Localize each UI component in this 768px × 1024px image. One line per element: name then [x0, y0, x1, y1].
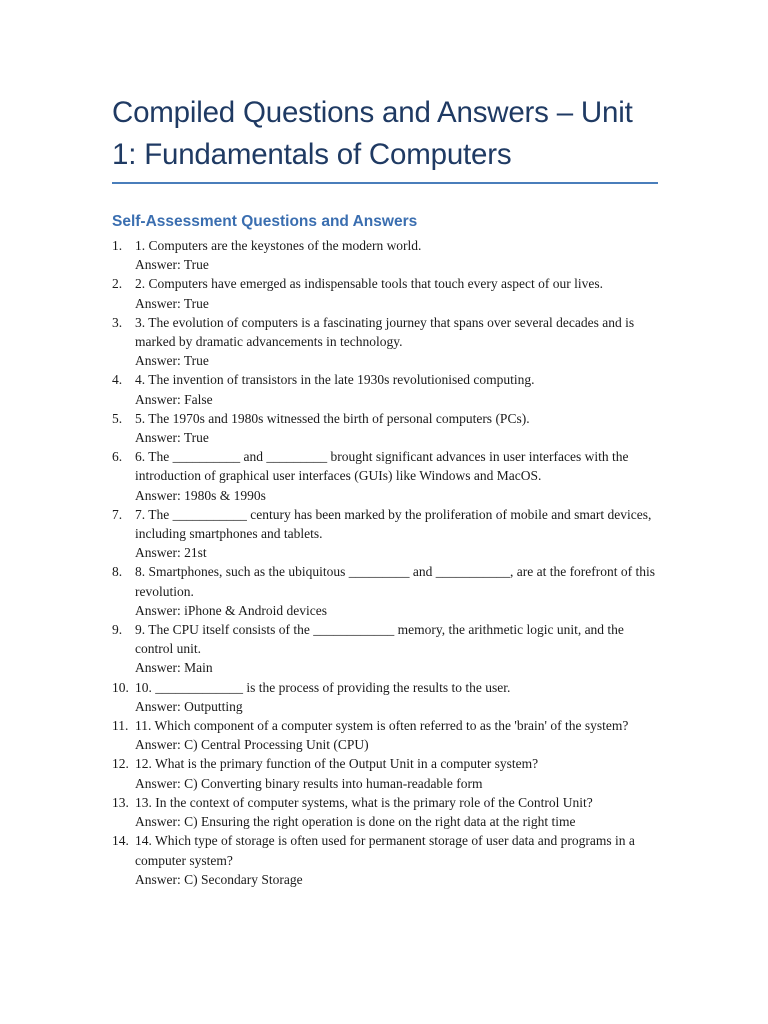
question-item — [112, 793, 658, 831]
question-number: 10. — [112, 679, 129, 695]
answer-text: Answer: Outputting — [135, 698, 243, 714]
question-text: 9. The CPU itself consists of the ____________ memory, the arithmetic logic unit, and the control unit. — [135, 622, 624, 657]
question-item — [112, 620, 658, 678]
question-item — [112, 236, 658, 274]
question-list — [112, 236, 658, 889]
answer-text: Answer: C) Central Processing Unit (CPU) — [135, 737, 369, 753]
answer-text: Answer: C) Secondary Storage — [135, 871, 303, 887]
title-divider — [112, 182, 658, 184]
question-number: 8. — [112, 564, 123, 580]
question-item — [112, 409, 658, 447]
question-text: 13. In the context of computer systems, what is the primary role of the Control Unit? — [135, 794, 593, 810]
question-text: 3. The evolution of computers is a fascinating journey that spans over several decades and is marked by dramatic advancements in technology. — [135, 314, 635, 350]
question-number: 1. — [112, 238, 123, 253]
question-number: 12. — [112, 756, 129, 772]
question-number: 11. — [112, 718, 129, 734]
question-number: 3. — [112, 314, 123, 330]
question-item — [112, 370, 658, 408]
question-item — [112, 447, 658, 505]
section-heading: Self-Assessment Questions and Answers — [112, 213, 418, 230]
answer-text: Answer: True — [135, 353, 209, 369]
question-item — [112, 505, 658, 563]
answer-text: Answer: True — [135, 430, 209, 446]
question-text: 12. What is the primary function of the Output Unit in a computer system? — [135, 756, 539, 772]
document-title: Compiled Questions and Answers – Unit 1: Fundamentals of Computers — [112, 96, 633, 171]
answer-text: Answer: C) Converting binary results into human-readable form — [135, 775, 483, 791]
answer-text: Answer: 21st — [135, 545, 207, 561]
question-number: 13. — [112, 794, 129, 810]
question-text: 7. The ___________ century has been marked by the proliferation of mobile and smart devices, including smartphones and tablets. — [135, 506, 652, 542]
answer-text: Answer: 1980s & 1990s — [135, 487, 266, 503]
question-number: 14. — [112, 833, 129, 849]
question-number: 5. — [112, 410, 123, 426]
question-item — [112, 313, 658, 371]
answer-text: Answer: iPhone & Android devices — [135, 602, 327, 618]
answer-text: Answer: Main — [135, 660, 213, 676]
question-number: 4. — [112, 372, 123, 388]
question-text: 10. _____________ is the process of providing the results to the user. — [135, 679, 511, 695]
question-number: 7. — [112, 506, 123, 522]
question-text: 5. The 1970s and 1980s witnessed the birth of personal computers (PCs). — [135, 410, 530, 426]
question-number: 9. — [112, 622, 123, 638]
question-text: 6. The __________ and _________ brought significant advances in user interfaces with the introduction of graphical user interfaces (GUIs) like Windows and MacOS. — [135, 449, 629, 484]
answer-text: Answer: True — [135, 295, 209, 311]
question-number: 6. — [112, 449, 123, 465]
question-text: 1. Computers are the keystones of the modern world. — [135, 238, 422, 253]
question-item — [112, 274, 658, 312]
answer-text: Answer: True — [135, 257, 209, 273]
question-text: 4. The invention of transistors in the late 1930s revolutionised computing. — [135, 372, 535, 388]
answer-text: Answer: False — [135, 391, 213, 407]
question-item — [112, 754, 658, 792]
question-item — [112, 562, 658, 620]
question-text: 2. Computers have emerged as indispensable tools that touch every aspect of our lives. — [135, 276, 604, 292]
question-number: 2. — [112, 276, 123, 292]
question-text: 11. Which component of a computer system is often referred to as the 'brain' of the system? — [135, 718, 629, 734]
question-item — [112, 678, 658, 716]
question-item — [112, 831, 658, 889]
question-text: 8. Smartphones, such as the ubiquitous _________ and ___________, are at the forefront of this revolution. — [135, 564, 656, 599]
question-item — [112, 716, 658, 754]
question-text: 14. Which type of storage is often used for permanent storage of user data and programs in a computer system? — [135, 833, 635, 868]
answer-text: Answer: C) Ensuring the right operation is done on the right data at the right time — [135, 814, 576, 830]
